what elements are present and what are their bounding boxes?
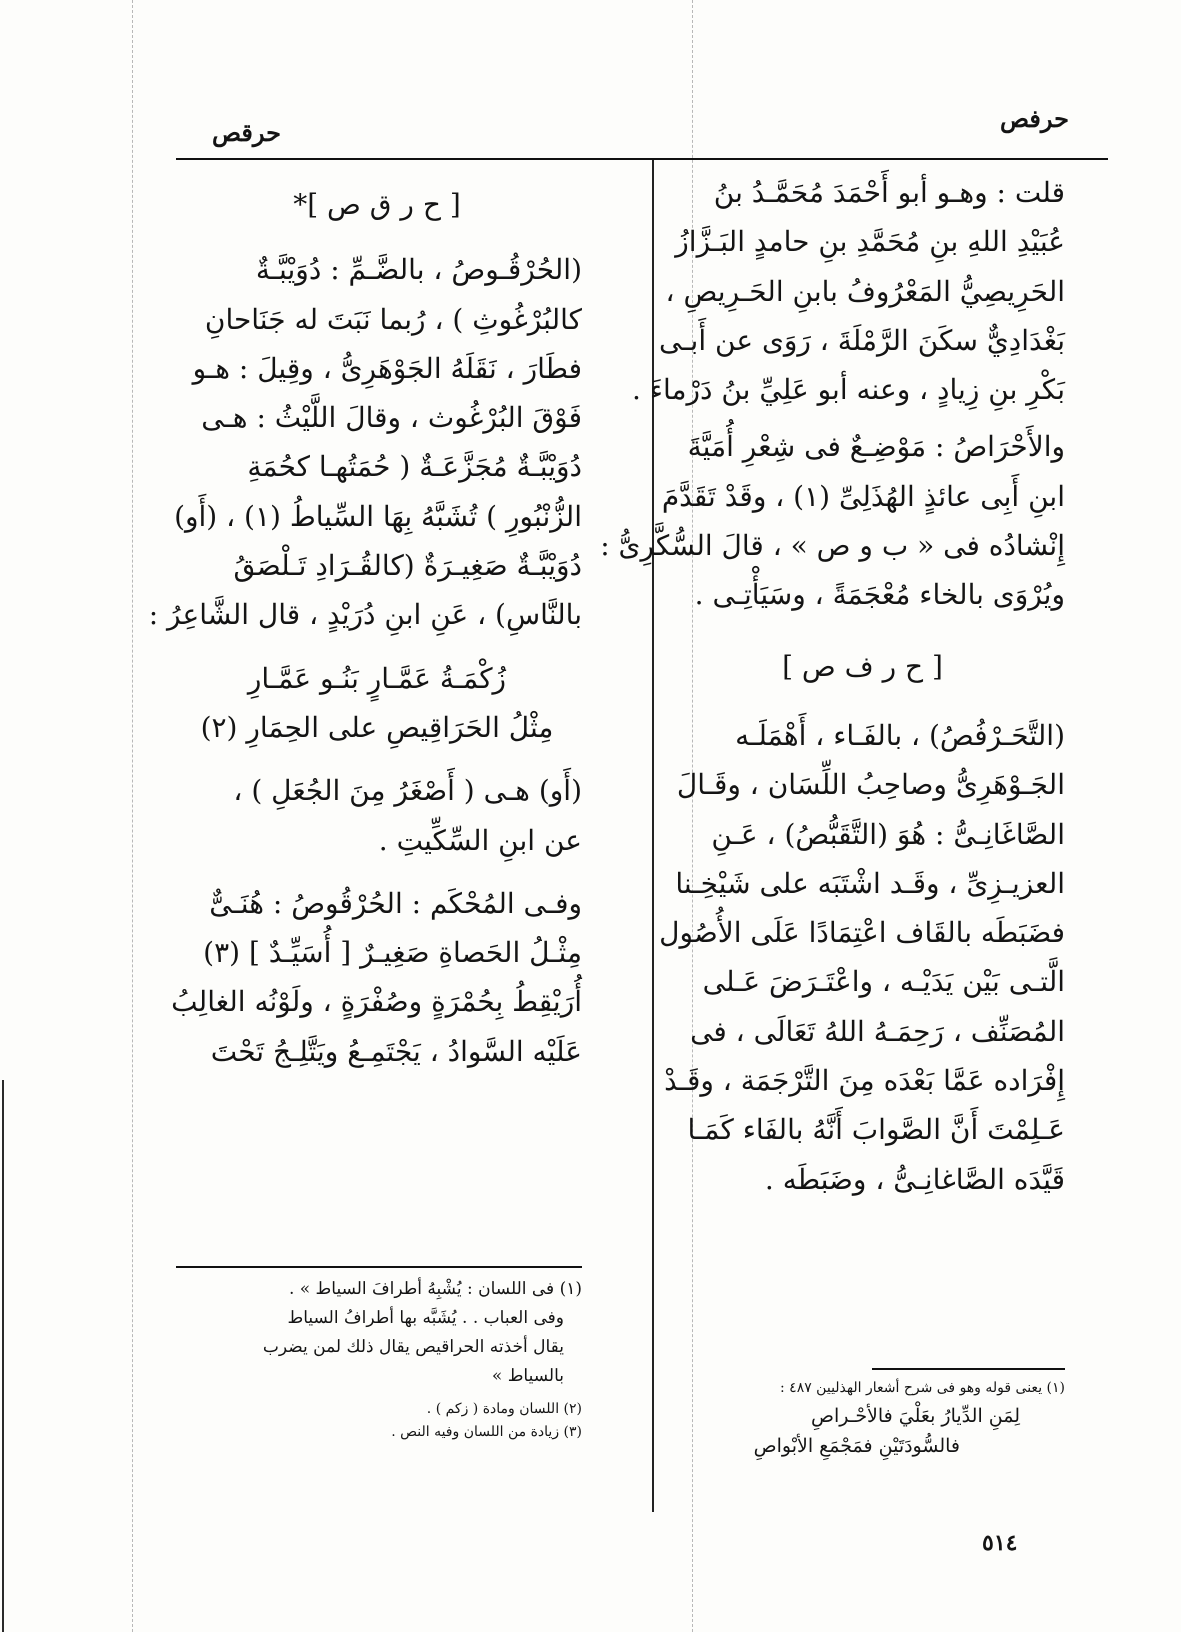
footnote-line: وفى العباب . . يُشَبَّه بها أطرافُ السياط	[287, 1308, 564, 1328]
entry-heading: [ ح ر ق ص ]*	[293, 188, 461, 221]
column-separator	[652, 160, 654, 1512]
text-line: إِفْرَاده عَمَّا بَعْدَه مِنَ التَّرْجَمَة ، وقَـدْ	[664, 1064, 1065, 1098]
text-line: ابنِ أَبِى عائذٍ الهُذَلِىِّ (١) ، وقَدْ تَقَدَّمَ	[661, 479, 1065, 513]
right-column	[600, 168, 1065, 1204]
text-line: أُرَيْقِطُ بِحُمْرَةٍ وصُفْرَةٍ ، ولَوْنُه الغالِبُ	[171, 985, 582, 1019]
text-line: المُصَنِّف ، رَحِمَـهُ اللهُ تَعَالَى ، فى	[690, 1014, 1065, 1048]
text-line: (أَو) هـى ( أَصْغَرُ مِنَ الجُعَلِ ) ،	[233, 774, 582, 808]
footnote-rule	[176, 1266, 582, 1268]
text-line: فَوْقَ البُرْغُوث ، وقالَ اللَّيْثُ : هـى	[201, 401, 582, 435]
text-line: كالبُرْغُوثِ ) ، رُبما نَبَتَ له جَنَاحانِ	[204, 302, 582, 336]
text-line: بَكْرِ بنِ زِيادٍ ، وعنه أبو عَلِيِّ بنُ دَرْماءَ .	[631, 373, 1065, 407]
text-line: دُوَيْبَّـةٌ مُجَزَّعَـةٌ ( حُمَتُهـا كحُمَةِ	[247, 450, 582, 484]
text-line: الصَّاغَانِـىُّ : هُوَ (التَّقَبُّصُ) ، عَـنِ	[711, 817, 1065, 851]
text-line: عُبَيْدِ اللهِ بنِ مُحَمَّدِ بنِ حامدٍ البَـزَّازُ	[675, 225, 1065, 259]
text-line: دُوَيْبَّـةٌ صَغِيـرَةٌ (كالقُـرَادِ تَـلْصَقُ	[233, 549, 582, 583]
text-line: فضَبَطَه بالقَاف اعْتِمَادًا عَلَى الأُصُول	[659, 916, 1065, 950]
scan-fold-line	[132, 0, 133, 1632]
header-rule	[176, 158, 1108, 160]
text-line: عَلَيْه السَّوادُ ، يَجْتَمِـعُ ويَتَّلِـجُ تَحْتَ	[210, 1034, 582, 1068]
text-line: الَّتـى بَيْن يَدَيْـه ، واعْتَـرَضَ عَـلى	[702, 965, 1065, 999]
footnote-line: يقال أخذته الحراقيص يقال ذلك لمن يضرب	[262, 1337, 564, 1357]
scan-edge	[2, 1080, 4, 1632]
text-line: الزُّنْبُورِ ) تُشَبَّهُ بِهَا السِّياطُ (١) ، (أَو)	[174, 499, 582, 533]
footnote-verse: فالسُّودَتَيْنِ فمَجْمَعِ الأبْواصِ	[753, 1435, 960, 1457]
text-line: والأَحْرَاصُ : مَوْضِـعٌ فى شِعْرِ أُمَيَّةَ	[687, 430, 1065, 464]
page-number: ٥١٤	[982, 1530, 1018, 1556]
text-line: بالنَّاسِ) ، عَنِ ابنِ دُرَيْدٍ ، قال الشَّاعِرُ :	[148, 598, 582, 632]
text-line: قَيَّدَه الصَّاغانِـىُّ ، وضَبَطَه .	[764, 1162, 1065, 1196]
text-line: (التَّحَـرْفُصُ) ، بالفَـاء ، أَهْمَلَـه	[735, 718, 1065, 752]
footnote-line: (٣) زيادة من اللسان وفيه النص .	[391, 1424, 582, 1440]
text-line: ويُرْوَى بالخاء مُعْجَمَةً ، وسَيَأْتِـى .	[694, 578, 1065, 612]
poem-verse: زُكْمَـةُ عَمَّـارٍ بَنُـو عَمَّـارِ	[247, 661, 507, 695]
footnote-line: بالسياط »	[491, 1366, 564, 1386]
text-line: قلت : وهـو أبو أَحْمَدَ مُحَمَّـدُ بنُ	[713, 176, 1065, 209]
footnote-line: (٢) اللسان ومادة ( زكم ) .	[426, 1401, 582, 1417]
left-column	[148, 180, 582, 1076]
entry-heading: [ ح ر ف ص ]	[782, 649, 943, 683]
text-line: (الحُرْقُـوصُ ، بالضَّـمِّ : دُوَيْبَّـةٌ	[255, 253, 582, 287]
footnote-line: (١) يعنى قوله وهو فى شرح أشعار الهذليين ٤٨٧ :	[780, 1380, 1065, 1396]
text-line: بَغْدَادِيٌّ سكَنَ الرَّمْلَةَ ، رَوَى عن أَبـى	[659, 323, 1065, 357]
text-line: الحَرِيصِيُّ المَعْرُوفُ بابنِ الحَـرِيصِ ،	[665, 274, 1065, 308]
text-line: مِثْـلُ الحَصاةِ صَغِيـرٌ [ أُسَيِّـدٌ ] (٣)	[203, 936, 582, 970]
text-line: وفـى المُحْكَم : الحُرْقُوصُ : هُنَـىٌّ	[209, 886, 582, 920]
text-line: فطَارَ ، نَقَلَهُ الجَوْهَرِىُّ ، وقِيلَ : هـو	[192, 351, 582, 385]
footnote-verse: لِمَنِ الدِّيارُ بعَلْيَ فالأحْـراصِ	[811, 1405, 1020, 1427]
text-line: العزيـزِىِّ ، وقَـد اشْتَبَه على شَيْخِـنا	[675, 866, 1065, 900]
text-line: عن ابنِ السِّكِّيتِ .	[378, 823, 582, 857]
poem-verse: مِثْلُ الحَرَاقِيصِ على الحِمَارِ (٢)	[200, 710, 554, 744]
text-line: الجَـوْهَرِىُّ وصاحِبُ اللِّسَان ، وقَـالَ	[676, 768, 1065, 802]
running-head-left: حرقص	[212, 118, 281, 147]
running-head-right: حرفص	[1000, 104, 1069, 133]
footnote-rule	[872, 1368, 1065, 1370]
footnote-line: (١) فى اللسان : يُشْبِهُ أطرافَ السياط » .	[288, 1279, 582, 1299]
text-line: إِنْشادُه فى « ب و ص » ، قالَ السُّكَّرِىُّ :	[600, 529, 1065, 563]
text-line: عَـلِمْتَ أَنَّ الصَّوابَ أَنَّهُ بالفَاء كَمَـا	[687, 1113, 1065, 1147]
